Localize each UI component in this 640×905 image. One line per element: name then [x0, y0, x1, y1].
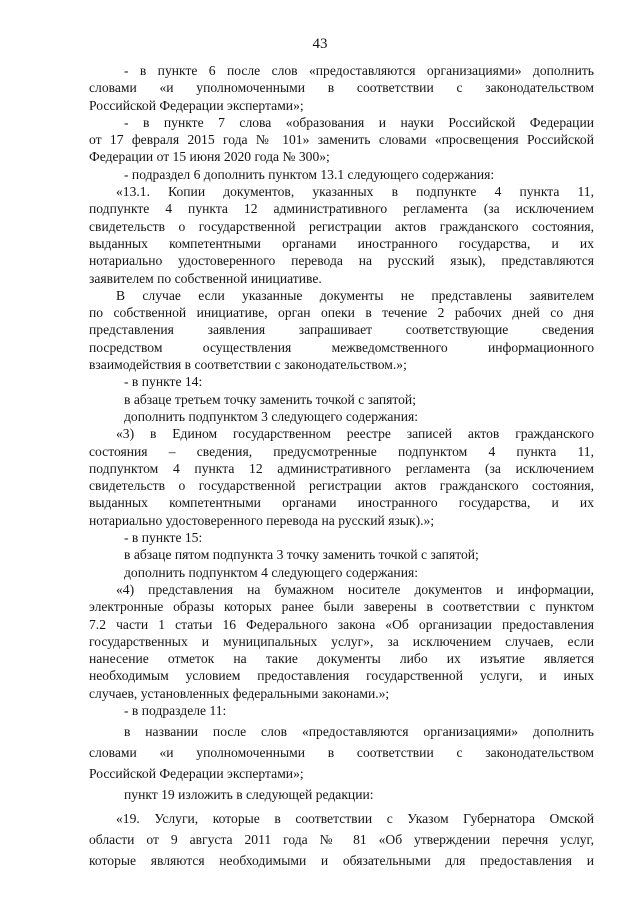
page-number: 43 [312, 36, 328, 52]
text-line: нанесение отметок на такие документы либо их изъятие является [89, 651, 594, 666]
text-line: «3) в Едином государственном реестре записей актов гражданского [116, 426, 594, 441]
text-line: выданных компетентными органами иностранного государства, и их [89, 495, 594, 510]
text-line: области от 9 августа 2011 года № 81 «Об утверждении перечня услуг, [89, 832, 594, 847]
text-line: В случае если указанные документы не представлены заявителем [116, 288, 594, 303]
text-line: в абзаце третьем точку заменить точкой с запятой; [124, 392, 416, 407]
text-line: которые являются необходимыми и обязательными для предоставления и [89, 853, 594, 868]
text-line: - подраздел 6 дополнить пунктом 13.1 следующего содержания: [124, 167, 495, 182]
text-line: государственных и муниципальных услуг», за исключением случаев, если [89, 634, 594, 649]
text-line: словами «и уполномоченными в соответствии с законодательством [89, 745, 594, 760]
text-line: Российской Федерации экспертами»; [89, 766, 304, 781]
text-line: свидетельств о государственной регистрации актов гражданского состояния, [89, 478, 594, 493]
text-line: посредством осуществления межведомственного информационного [89, 340, 594, 355]
text-line: по собственной инициативе, орган опеки в течение 2 рабочих дней со дня [89, 305, 594, 320]
text-line: взаимодействия в соответствии с законодательством.»; [89, 357, 407, 372]
text-line: Российской Федерации экспертами»; [89, 98, 304, 113]
text-line: нотариально удостоверенного перевода на русский язык), представляются [89, 253, 594, 268]
text-line: выданных компетентными органами иностранного государства, и их [89, 236, 594, 251]
text-line: необходимым условием предоставления государственной услуги, и иных [89, 668, 594, 683]
text-line: «19. Услуги, которые в соответствии с Указом Губернатора Омской [116, 811, 594, 826]
text-line: - в пункте 6 после слов «предоставляются организациями» дополнить [124, 63, 594, 78]
text-line: «13.1. Копии документов, указанных в подпункте 4 пункта 11, [116, 184, 594, 199]
text-line: дополнить подпунктом 3 следующего содержания: [124, 409, 419, 424]
text-line: - в пункте 14: [124, 374, 203, 389]
text-line: дополнить подпунктом 4 следующего содержания: [124, 565, 419, 580]
text-line: нотариально удостоверенного перевода на русский язык).»; [89, 513, 435, 528]
text-line: представления заявления запрашивает соответствующие сведения [89, 322, 594, 337]
text-line: в названии после слов «предоставляются организациями» дополнить [124, 724, 594, 739]
text-line: электронные образы которых ранее были заверены в соответствии с пунктом [89, 599, 594, 614]
text-line: состояния – сведения, предусмотренные подпунктом 4 пункта 11, [89, 444, 594, 459]
text-line: свидетельств о государственной регистрации актов гражданского состояния, [89, 219, 594, 234]
text-line: Федерации от 15 июня 2020 года № 300»; [89, 149, 330, 164]
text-line: - в пункте 7 слова «образования и науки Российской Федерации [124, 115, 594, 130]
text-line: - в подразделе 11: [124, 703, 227, 718]
text-line: от 17 февраля 2015 года № 101» заменить словами «просвещения Российской [89, 132, 594, 147]
text-line: подпункте 4 пункта 12 административного регламента (за исключением [89, 201, 594, 216]
text-line: пункт 19 изложить в следующей редакции: [124, 787, 374, 802]
text-line: 7.2 части 1 статьи 16 Федерального закона «Об организации предоставления [89, 617, 594, 632]
text-line: словами «и уполномоченными в соответствии с законодательством [89, 80, 594, 95]
text-line: в абзаце пятом подпункта 3 точку заменить точкой с запятой; [124, 547, 479, 562]
text-line: заявителем по собственной инициативе. [89, 271, 322, 286]
text-line: подпунктом 4 пункта 12 административного регламента (за исключением [89, 461, 594, 476]
text-line: случаев, установленных федеральными законами.»; [89, 686, 390, 701]
text-line: - в пункте 15: [124, 530, 203, 545]
text-line: «4) представления на бумажном носителе документов и информации, [116, 582, 594, 597]
